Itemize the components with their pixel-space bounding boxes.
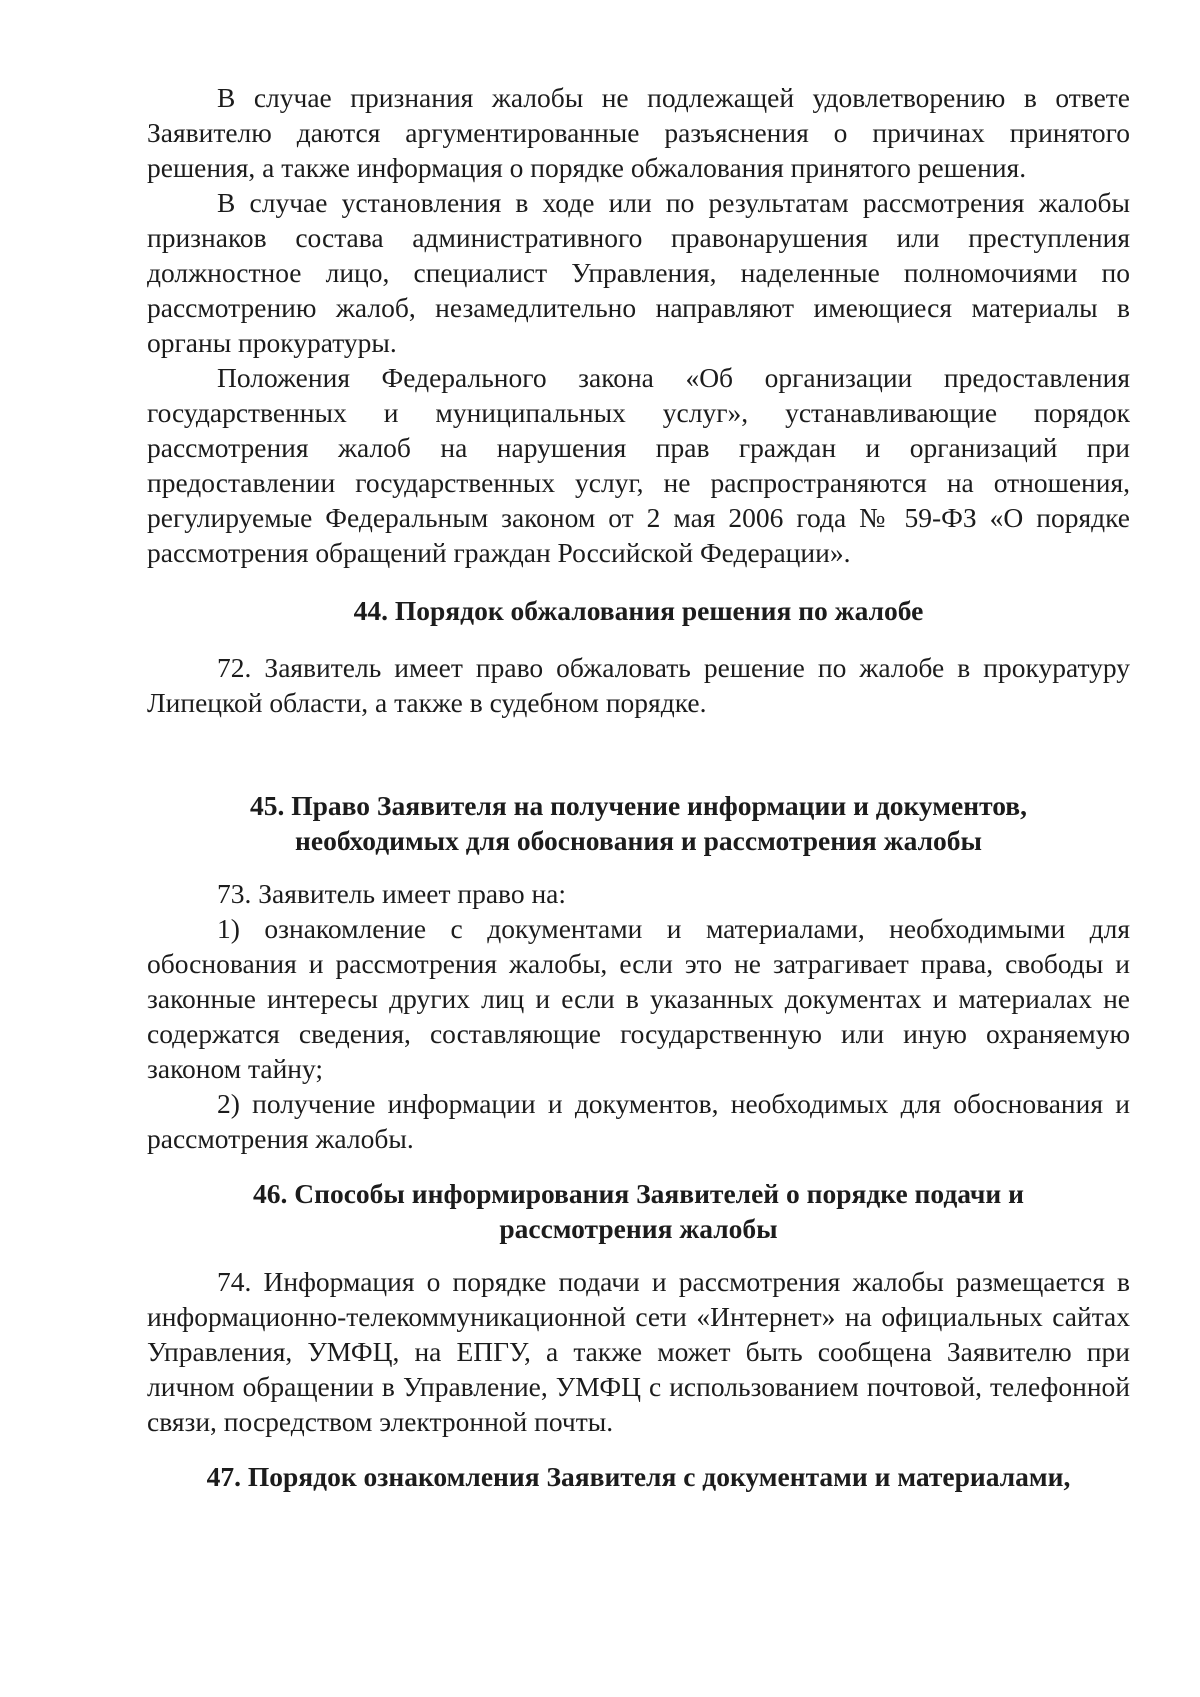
section-heading-46-line2: рассмотрения жалобы <box>499 1213 778 1244</box>
paragraph-complaint-rejected: В случае признания жалобы не подлежащей удовлетворению в ответе Заявителю даются аргументированные разъяснения о причинах принятого решения, а также информация о порядке обжалования принятого решения. <box>147 82 1130 183</box>
section-heading-47-line1: 47. Порядок ознакомления Заявителя с документами и материалами, <box>206 1461 1071 1492</box>
section-heading-47 <box>147 1459 1130 1494</box>
section-heading-45 <box>147 788 1130 858</box>
paragraph-74: 74. Информация о порядке подачи и рассмотрения жалобы размещается в информационно-телекоммуникационной сети «Интернет» на официальных сайтах Управления, УМФЦ, на ЕПГУ, а также может быть сообщена Заявителю при личном обращении в Управление, УМФЦ с использованием почтовой, телефонной связи, посредством электронной почты. <box>147 1266 1130 1437</box>
section-heading-46 <box>147 1176 1130 1246</box>
section-heading-45-line2: необходимых для обоснования и рассмотрения жалобы <box>295 825 982 856</box>
paragraph-73: 73. Заявитель имеет право на: <box>217 878 567 909</box>
section-heading-44: 44. Порядок обжалования решения по жалобе <box>353 595 924 626</box>
list-item-73-2: 2) получение информации и документов, необходимых для обоснования и рассмотрения жалобы. <box>147 1088 1130 1154</box>
paragraph-federal-law: Положения Федерального закона «Об организации предоставления государственных и муниципальных услуг», устанавливающие порядок рассмотрения жалоб на нарушения прав граждан и организаций при предоставлении государственных услуг, не распространяются на отношения, регулируемые Федеральным законом от 2 мая 2006 года № 59-ФЗ «О порядке рассмотрения обращений граждан Российской Федерации». <box>147 362 1130 568</box>
section-heading-45-line1: 45. Право Заявителя на получение информации и документов, <box>249 790 1028 821</box>
paragraph-72: 72. Заявитель имеет право обжаловать решение по жалобе в прокуратуру Липецкой области, а также в судебном порядке. <box>147 652 1130 718</box>
document-body <box>147 80 1130 1494</box>
section-heading-46-line1: 46. Способы информирования Заявителей о порядке подачи и <box>253 1178 1024 1209</box>
paragraph-violation-found: В случае установления в ходе или по результатам рассмотрения жалобы признаков состава административного правонарушения или преступления должностное лицо, специалист Управления, наделенные полномочиями по рассмотрению жалоб, незамедлительно направляют имеющиеся материалы в органы прокуратуры. <box>147 187 1130 358</box>
list-item-73-1: 1) ознакомление с документами и материалами, необходимыми для обоснования и рассмотрения жалобы, если это не затрагивает права, свободы и законные интересы других лиц и если в указанных документах и материалах не содержатся сведения, составляющие государственную или иную охраняемую законом тайну; <box>147 913 1130 1084</box>
